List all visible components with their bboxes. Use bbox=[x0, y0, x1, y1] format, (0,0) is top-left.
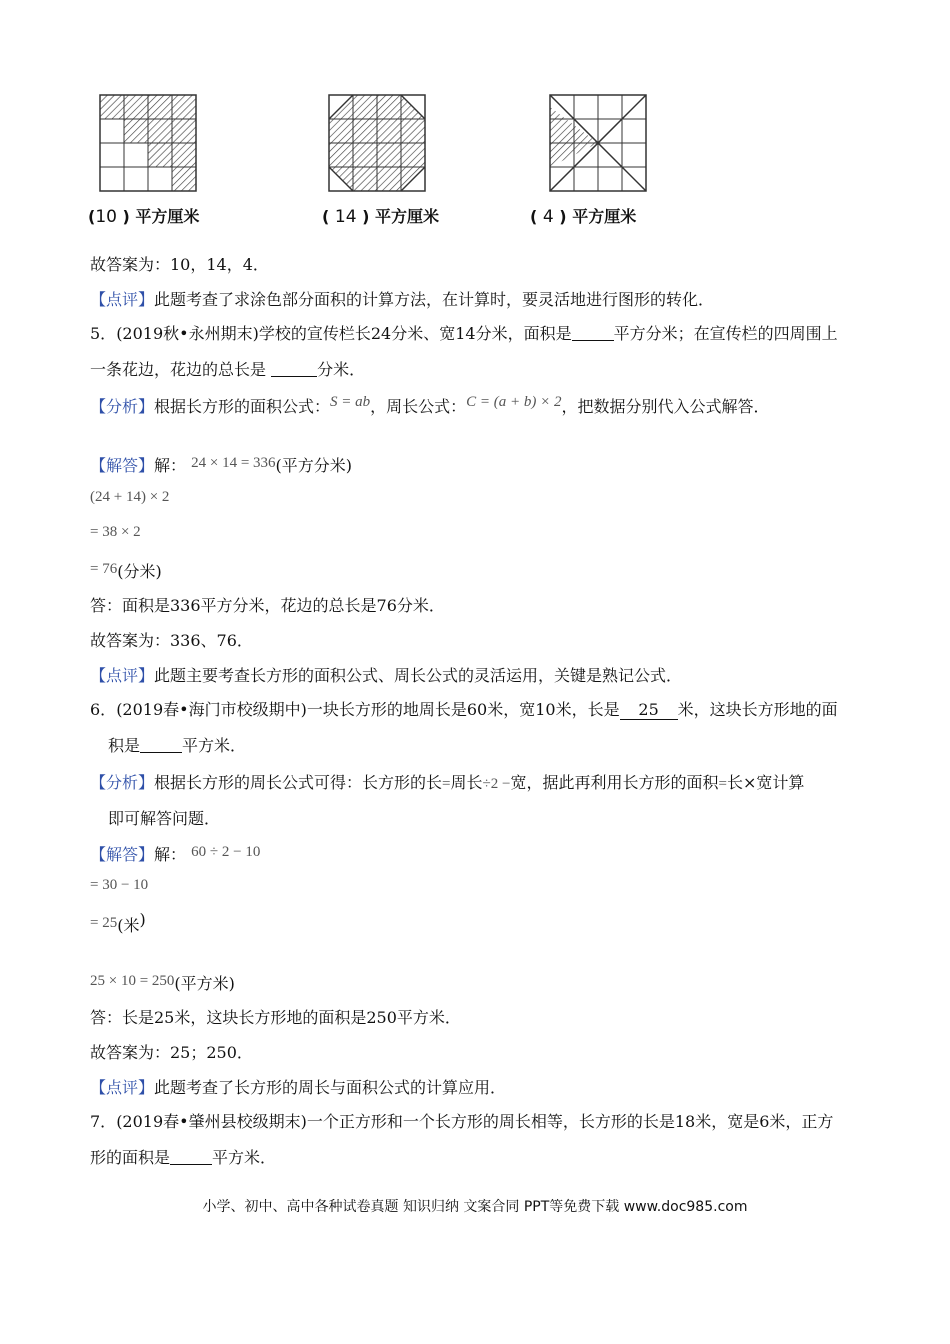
solution-tag: 【解答】 bbox=[90, 845, 155, 864]
q7-stem: 7．(2019春•肇州县校级期末)一个正方形和一个长方形的周长相等，长方形的长是18米，宽是6米，正方 bbox=[90, 1112, 834, 1131]
solution-tag: 【解答】 bbox=[90, 456, 155, 475]
answer-blank[interactable] bbox=[170, 1148, 212, 1165]
q6-answer: 故答案为：25；250． bbox=[90, 1043, 253, 1062]
q6-solution: 【解答】解： 60 ÷ 2 − 10 bbox=[90, 844, 261, 864]
q6-analysis-cont: 即可解答问题． bbox=[108, 809, 221, 828]
q5-step-2: (24 + 14) × 2 bbox=[90, 489, 170, 505]
caption-value: 10 bbox=[95, 207, 117, 227]
q5-stem-cont: 一条花边，花边的总长是 分米． bbox=[90, 360, 366, 379]
q5-answer: 故答案为：336、76． bbox=[90, 631, 253, 650]
caption-value: 14 bbox=[334, 207, 357, 227]
figure-grid-1 bbox=[100, 95, 196, 191]
math-step: 60 ÷ 2 − 10 bbox=[191, 844, 261, 860]
q7-stem-cont: 形的面积是 平方米． bbox=[90, 1148, 277, 1167]
q6-comment: 【点评】此题考查了长方形的周长与面积公式的计算应用． bbox=[90, 1078, 507, 1097]
comment-tag: 【点评】 bbox=[90, 290, 155, 309]
formula-area: S = ab bbox=[330, 394, 371, 410]
comment-tag: 【点评】 bbox=[90, 666, 155, 685]
formula-perimeter: C = (a + b) × 2 bbox=[466, 394, 562, 410]
figure-caption-2: ( 14 ) 平方厘米 bbox=[322, 207, 440, 227]
q4-comment: 【点评】此题考查了求涂色部分面积的计算方法，在计算时，要灵活地进行图形的转化． bbox=[90, 290, 715, 309]
figure-caption-3: ( 4 ) 平方厘米 bbox=[530, 207, 637, 227]
q4-answer: 故答案为：10，14，4． bbox=[90, 255, 269, 274]
figures-row bbox=[0, 0, 950, 200]
q6-step-4: 25 × 10 = 250(平方米) bbox=[90, 973, 235, 993]
figure-grid-3 bbox=[550, 95, 646, 191]
answer-blank[interactable] bbox=[271, 360, 317, 377]
analysis-tag: 【分析】 bbox=[90, 397, 155, 416]
q5-analysis: 【分析】根据长方形的面积公式：S = ab，周长公式：C = (a + b) × 2，把数据分别代入公式解答． bbox=[90, 394, 770, 416]
q5-reply: 答：面积是336平方分米，花边的总长是76分米． bbox=[90, 596, 445, 615]
q6-analysis: 【分析】根据长方形的周长公式可得：长方形的长=周长÷2 −宽，据此再利用长方形的面积=长×宽计算 bbox=[90, 773, 805, 792]
figure-caption-1: (10 ) 平方厘米 bbox=[88, 207, 200, 227]
figure-grid-2 bbox=[329, 95, 425, 191]
answer-blank[interactable] bbox=[140, 736, 182, 753]
q5-solution: 【解答】解： 24 × 14 = 336(平方分米) bbox=[90, 455, 353, 475]
caption-value: 4 bbox=[542, 207, 554, 227]
q5-comment: 【点评】此题主要考查长方形的面积公式、周长公式的灵活运用，关键是熟记公式． bbox=[90, 666, 683, 685]
q6-stem-cont: 积是 平方米． bbox=[108, 736, 247, 755]
q5-step-3: = 38 × 2 bbox=[90, 524, 141, 540]
q6-step-3: = 25(米) bbox=[90, 910, 146, 935]
q5-step-4: = 76(分米) bbox=[90, 561, 162, 581]
analysis-tag: 【分析】 bbox=[90, 773, 155, 792]
math-step: 24 × 14 = 336 bbox=[191, 455, 276, 471]
page-footer: 小学、初中、高中各种试卷真题 知识归纳 文案合同 PPT等免费下载 www.doc985.com bbox=[202, 1199, 748, 1215]
q6-step-2: = 30 − 10 bbox=[90, 877, 149, 893]
comment-tag: 【点评】 bbox=[90, 1078, 155, 1097]
q6-stem: 6．(2019春•海门市校级期中)一块长方形的地周长是60米，宽10米，长是 25 米，这块长方形地的面 bbox=[90, 700, 838, 719]
answer-filled[interactable]: 25 bbox=[620, 701, 678, 720]
answer-blank[interactable] bbox=[572, 324, 614, 341]
q6-reply: 答：长是25米，这块长方形地的面积是250平方米． bbox=[90, 1008, 461, 1027]
q5-stem: 5．(2019秋•永州期末)学校的宣传栏长24分米、宽14分米，面积是 平方分米；在宣传栏的四周围上 bbox=[90, 324, 838, 343]
